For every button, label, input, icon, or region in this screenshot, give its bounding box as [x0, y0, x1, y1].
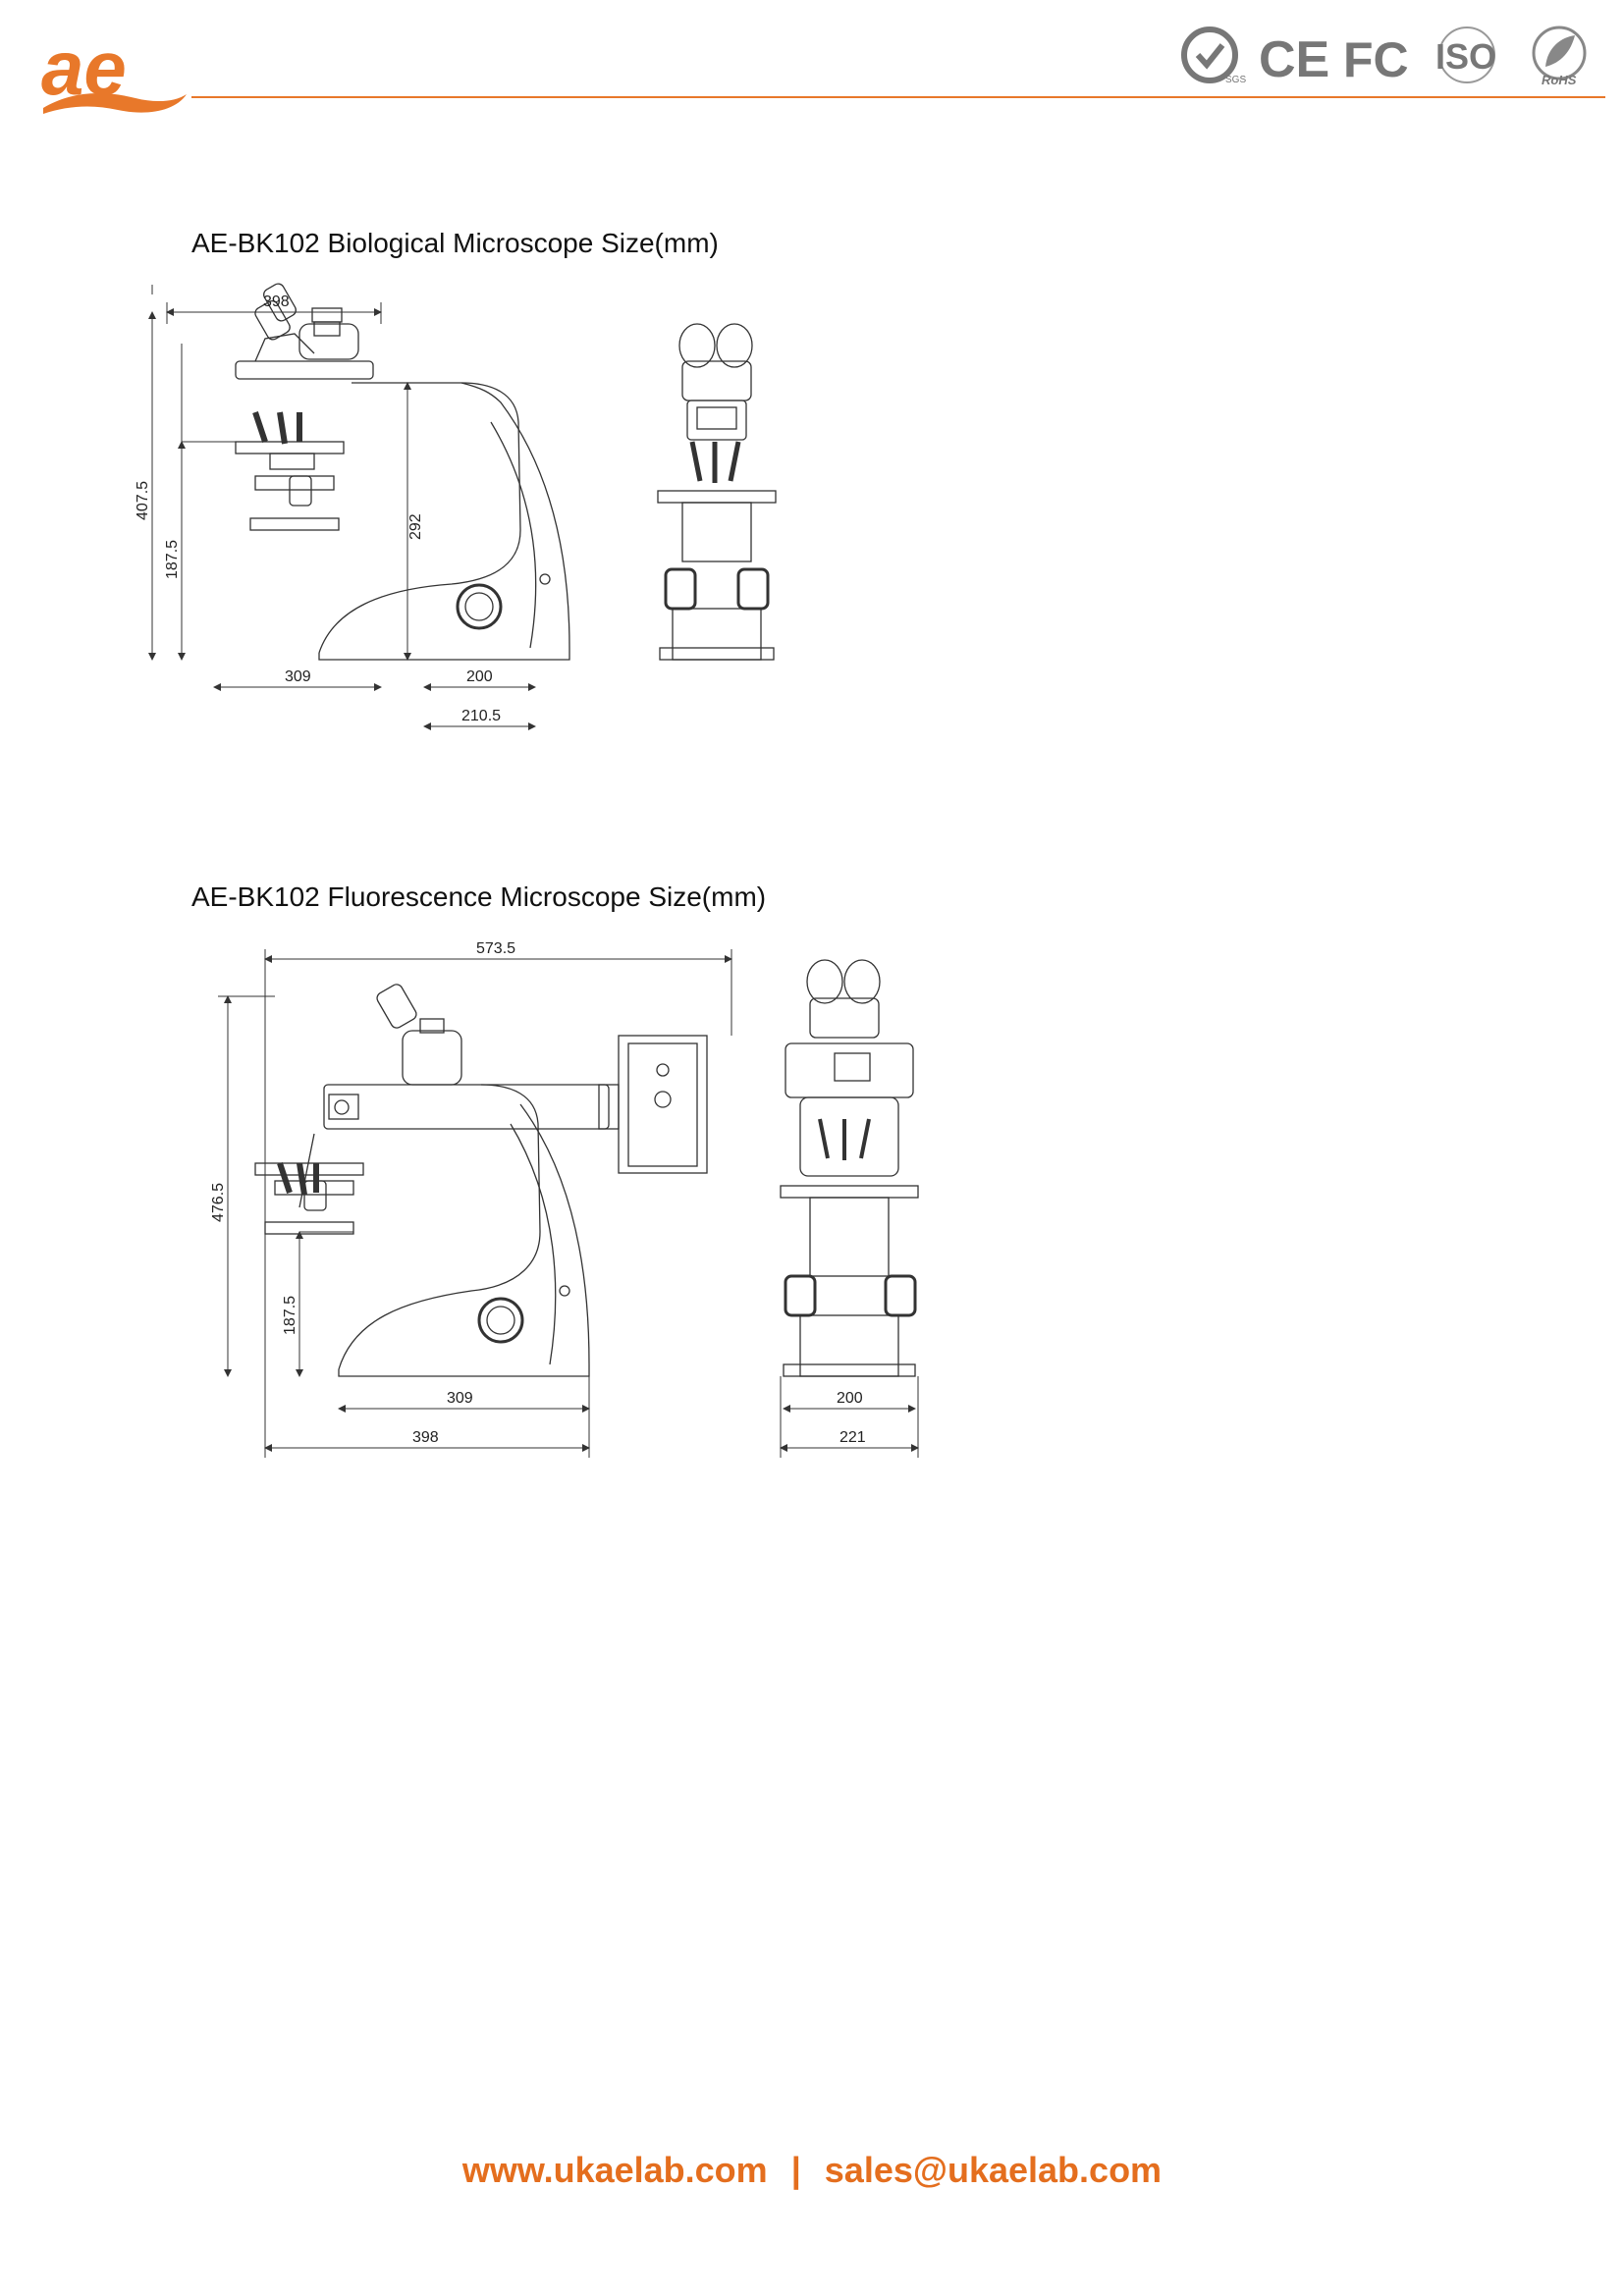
dim-base-depth: 309	[285, 668, 311, 685]
dim-fluo-front-base-width: 200	[837, 1390, 863, 1407]
ce-label: CE	[1259, 31, 1330, 88]
company-logo	[37, 25, 194, 123]
biological-size-title: AE-BK102 Biological Microscope Size(mm)	[191, 228, 719, 258]
fcc-logo	[1343, 32, 1409, 87]
certification-logos	[1176, 22, 1589, 92]
dim-fluo-body-width: 398	[412, 1429, 439, 1446]
dim-overall-width: 398	[263, 294, 290, 310]
fluorescence-size-title: AE-BK102 Fluorescence Microscope Size(mm)	[191, 881, 767, 912]
sgs-logo	[1184, 29, 1246, 85]
dim-fluo-height: 476.5	[210, 1182, 227, 1222]
dim-fluo-stage-height: 187.5	[282, 1295, 298, 1335]
rohs-logo	[1534, 27, 1585, 87]
dim-height: 407.5	[135, 480, 151, 520]
sgs-label: SGS	[1225, 75, 1247, 85]
rohs-label: RoHS	[1542, 73, 1577, 87]
iso-logo	[1435, 27, 1496, 82]
iso-label: ISO	[1435, 36, 1497, 77]
logo-text: ae	[41, 25, 127, 111]
dim-fluo-overall-width: 573.5	[476, 940, 516, 957]
fluorescence-microscope-drawing	[206, 937, 972, 1468]
footer-email-link[interactable]: sales@ukaelab.com	[824, 2150, 1163, 2190]
dim-front-overall-width: 210.5	[461, 708, 502, 724]
dim-fluo-front-overall-width: 221	[839, 1429, 866, 1446]
footer-separator: |	[790, 2150, 801, 2190]
dim-front-base-width: 200	[466, 668, 493, 685]
footer-website-link[interactable]: www.ukaelab.com	[461, 2150, 768, 2190]
header-divider	[191, 96, 1605, 98]
ce-logo	[1259, 31, 1329, 88]
dim-stage-height: 187.5	[164, 539, 181, 579]
biological-microscope-drawing	[135, 285, 825, 756]
fcc-label: FC	[1343, 32, 1409, 87]
dim-pillar-height: 292	[407, 513, 424, 540]
dim-fluo-base-depth: 309	[447, 1390, 473, 1407]
footer-contact	[0, 2150, 1624, 2191]
